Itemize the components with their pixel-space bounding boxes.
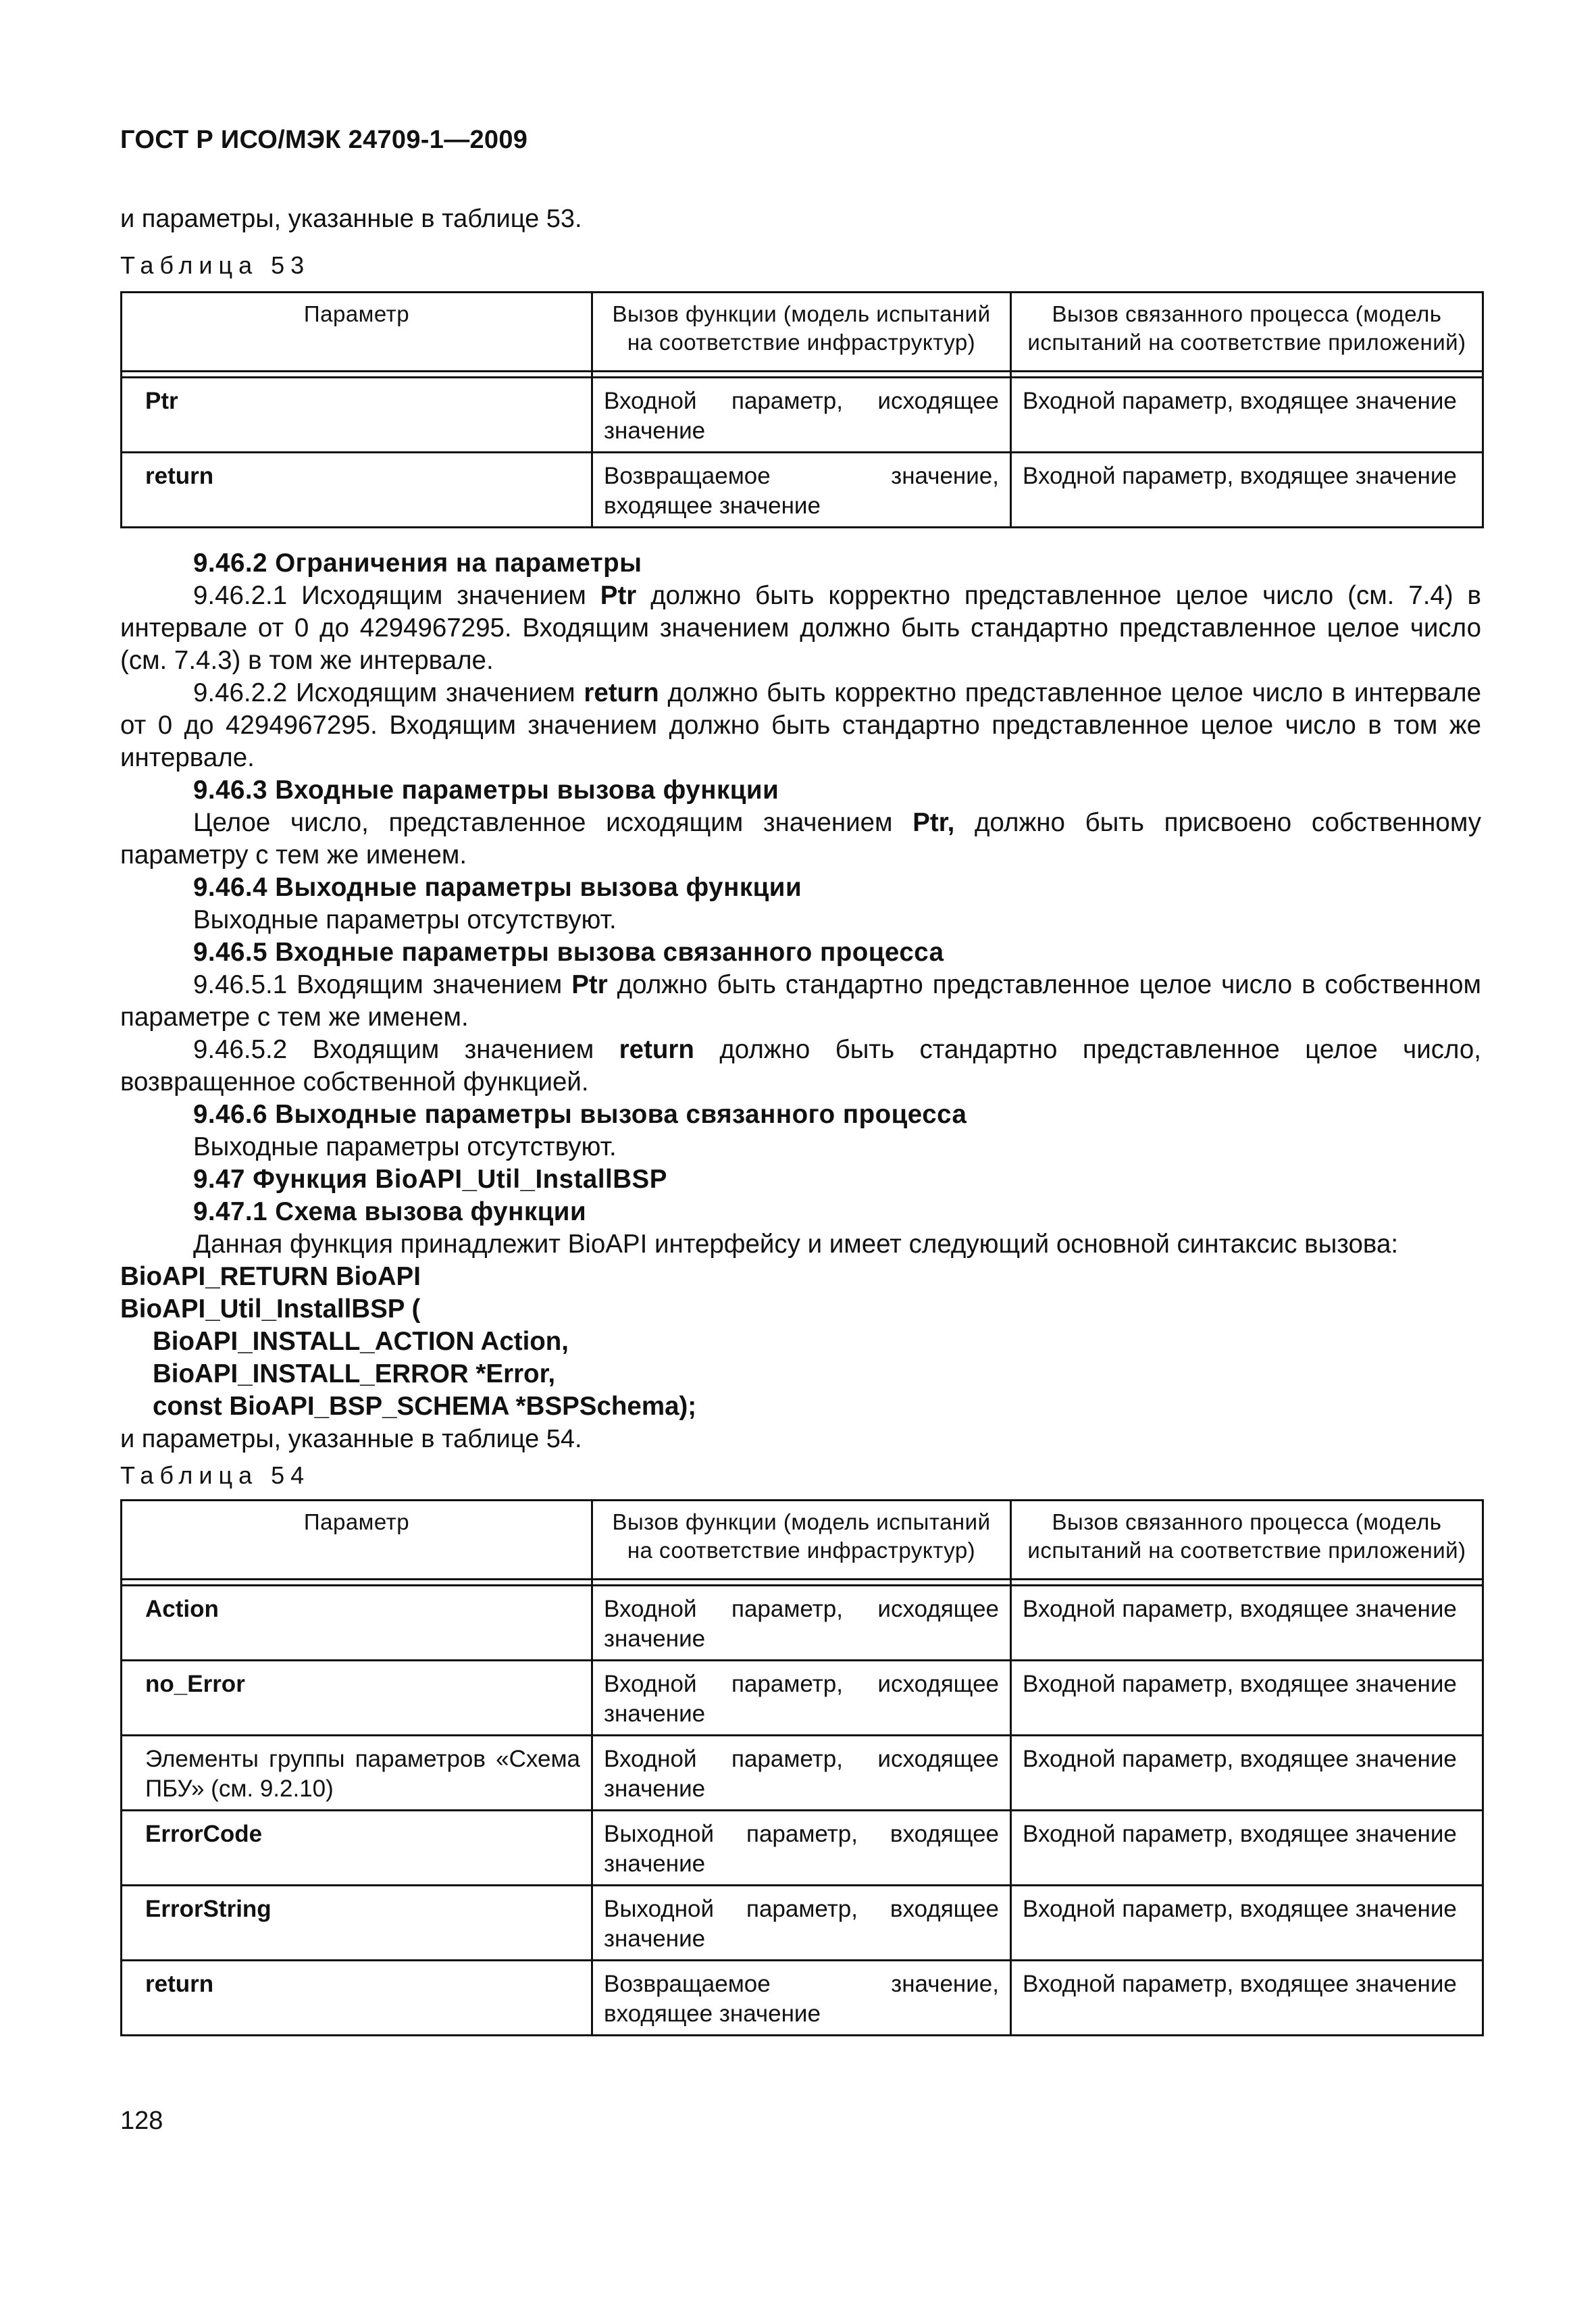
paragraph: Выходные параметры отсутствуют. bbox=[193, 1132, 617, 1161]
paragraph: 9.46.2.2 Исходящим значением return должно быть корректно представленное целое число в интервале от 0 до 4294967295. Входящим значением должно быть стандартно представленное целое число в том же интервале. bbox=[120, 678, 1481, 772]
code-line: BioAPI_RETURN BioAPI bbox=[120, 1262, 421, 1291]
table53-col-param: Параметр bbox=[122, 293, 592, 372]
paragraph: 9.46.5.2 Входящим значением return должно быть стандартно представленное целое число, возвращенное собственной функцией. bbox=[120, 1035, 1481, 1097]
table-row bbox=[122, 453, 1483, 528]
call-cell: Входной параметр, исходящее значение bbox=[592, 378, 1011, 453]
param-cell: ErrorString bbox=[122, 1886, 592, 1961]
table-row bbox=[122, 1736, 1483, 1811]
param-cell: Элементы группы параметров «Схема ПБУ» (см. 9.2.10) bbox=[122, 1736, 592, 1811]
code-line: BioAPI_Util_InstallBSP ( bbox=[120, 1294, 421, 1324]
table-row bbox=[122, 1961, 1483, 2036]
table-row bbox=[122, 1886, 1483, 1961]
param-cell: return bbox=[122, 453, 592, 528]
call-cell: Входной параметр, исходящее значение bbox=[592, 1736, 1011, 1811]
code-line: BioAPI_INSTALL_ACTION Action, bbox=[153, 1327, 569, 1356]
call-cell: Возвращаемое значение, входящее значение bbox=[592, 1961, 1011, 2036]
call-cell: Входной параметр, исходящее значение bbox=[592, 1661, 1011, 1736]
paragraph: 9.46.2.1 Исходящим значением Ptr должно быть корректно представленное целое число (см. 7.4) в интервале от 0 до 4294967295. Входящим значением должно быть стандартно представленное целое число (см. 7.4.3) в том же интервале. bbox=[120, 581, 1482, 675]
call-cell: Возвращаемое значение, входящее значение bbox=[592, 453, 1011, 528]
paragraph: Данная функция принадлежит BioAPI интерфейсу и имеет следующий основной синтаксис вызова: bbox=[193, 1230, 1399, 1259]
section-heading: 9.46.4 Выходные параметры вызова функции bbox=[193, 873, 802, 902]
linked-cell: Входной параметр, входящее значение bbox=[1011, 1961, 1483, 2036]
section-heading: 9.47 Функция BioAPI_Util_InstallBSP bbox=[193, 1165, 667, 1194]
linked-cell: Входной параметр, входящее значение bbox=[1011, 1736, 1483, 1811]
table-53 bbox=[120, 291, 1484, 528]
table-row bbox=[122, 1661, 1483, 1736]
section-heading: 9.47.1 Схема вызова функции bbox=[193, 1197, 587, 1226]
section-heading: 9.46.2 Ограничения на параметры bbox=[193, 549, 642, 578]
table53-caption: Таблица 53 bbox=[120, 251, 311, 279]
page-number: 128 bbox=[120, 2107, 163, 2135]
table54-caption: Таблица 54 bbox=[120, 1461, 311, 1489]
table54-col-param: Параметр bbox=[122, 1501, 592, 1580]
table-row bbox=[122, 1811, 1483, 1886]
param-cell: Ptr bbox=[122, 378, 592, 453]
section-heading: 9.46.5 Входные параметры вызова связанного процесса bbox=[193, 938, 944, 967]
table54-intro: и параметры, указанные в таблице 54. bbox=[120, 1425, 582, 1453]
table-row bbox=[122, 378, 1483, 453]
linked-cell: Входной параметр, входящее значение bbox=[1011, 1811, 1483, 1886]
call-cell: Входной параметр, исходящее значение bbox=[592, 1586, 1011, 1661]
table53-col-linked: Вызов связанного процесса (модель испытаний на соответствие приложений) bbox=[1011, 293, 1483, 372]
param-cell: Action bbox=[122, 1586, 592, 1661]
document-header: ГОСТ Р ИСО/МЭК 24709-1—2009 bbox=[120, 126, 528, 154]
table53-col-call: Вызов функции (модель испытаний на соответствие инфраструктур) bbox=[592, 293, 1011, 372]
paragraph: Целое число, представленное исходящим значением Ptr, должно быть присвоено собственному параметру с тем же именем. bbox=[120, 808, 1481, 870]
table53-intro: и параметры, указанные в таблице 53. bbox=[120, 205, 582, 233]
paragraph: Выходные параметры отсутствуют. bbox=[193, 905, 617, 934]
param-cell: return bbox=[122, 1961, 592, 2036]
section-heading: 9.46.6 Выходные параметры вызова связанного процесса bbox=[193, 1100, 967, 1129]
param-cell: ErrorCode bbox=[122, 1811, 592, 1886]
linked-cell: Входной параметр, входящее значение bbox=[1011, 1586, 1483, 1661]
param-cell: no_Error bbox=[122, 1661, 592, 1736]
table-row bbox=[122, 1586, 1483, 1661]
code-line: BioAPI_INSTALL_ERROR *Error, bbox=[153, 1359, 556, 1388]
linked-cell: Входной параметр, входящее значение bbox=[1011, 453, 1483, 528]
table-54 bbox=[120, 1499, 1484, 2036]
linked-cell: Входной параметр, входящее значение bbox=[1011, 1886, 1483, 1961]
table54-col-call: Вызов функции (модель испытаний на соответствие инфраструктур) bbox=[592, 1501, 1011, 1580]
section-heading: 9.46.3 Входные параметры вызова функции bbox=[193, 776, 779, 805]
paragraph: 9.46.5.1 Входящим значением Ptr должно быть стандартно представленное целое число в собственном параметре с тем же именем. bbox=[120, 970, 1481, 1032]
call-cell: Выходной параметр, входящее значение bbox=[592, 1886, 1011, 1961]
code-line: const BioAPI_BSP_SCHEMA *BSPSchema); bbox=[153, 1392, 697, 1421]
table54-col-linked: Вызов связанного процесса (модель испытаний на соответствие приложений) bbox=[1011, 1501, 1483, 1580]
call-cell: Выходной параметр, входящее значение bbox=[592, 1811, 1011, 1886]
linked-cell: Входной параметр, входящее значение bbox=[1011, 378, 1483, 453]
linked-cell: Входной параметр, входящее значение bbox=[1011, 1661, 1483, 1736]
